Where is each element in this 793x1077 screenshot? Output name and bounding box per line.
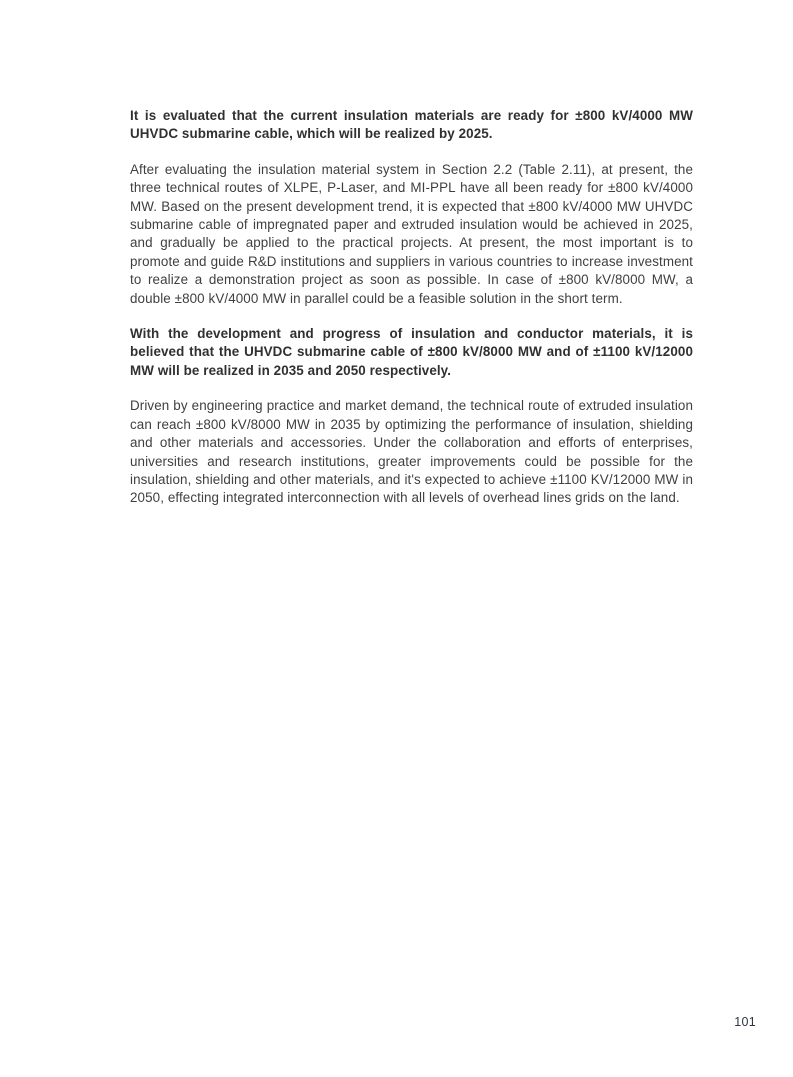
paragraph-evaluation-statement: It is evaluated that the current insulation materials are ready for ±800 kV/4000 MW UHVDC submarine cable, which will be realized by 2025. [130, 108, 693, 142]
text-block [130, 107, 693, 525]
paragraph-development-statement: With the development and progress of insulation and conductor materials, it is believed that the UHVDC submarine cable of ±800 kV/8000 MW and of ±1100 kV/12000 MW will be realized in 2035 and 2050 respectively. [130, 326, 693, 378]
page-number: 101 [734, 1015, 756, 1029]
paragraph-insulation-evaluation-detail: After evaluating the insulation material system in Section 2.2 (Table 2.11), at present, the three technical routes of XLPE, P-Laser, and MI-PPL have all been ready for ±800 kV/4000 MW. Based on the present development trend, it is expected that ±800 kV/4000 MW UHVDC submarine cable of impregnated paper and extruded insulation would be achieved in 2025, and gradually be applied to the practical projects. At present, the most important is to promote and guide R&D institutions and suppliers in various countries to increase investment to realize a demonstration project as soon as possible. In case of ±800 kV/8000 MW, a double ±800 kV/4000 MW in parallel could be a feasible solution in the short term. [130, 161, 693, 306]
paragraph-engineering-practice-detail: Driven by engineering practice and market demand, the technical route of extruded insulation can reach ±800 kV/8000 MW in 2035 by optimizing the performance of insulation, shielding and other materials and accessories. Under the collaboration and efforts of enterprises, universities and research institutions, greater improvements could be possible for the insulation, shielding and other materials, and it's expected to achieve ±1100 KV/12000 MW in 2050, effecting integrated interconnection with all levels of overhead lines grids on the land. [130, 398, 693, 506]
